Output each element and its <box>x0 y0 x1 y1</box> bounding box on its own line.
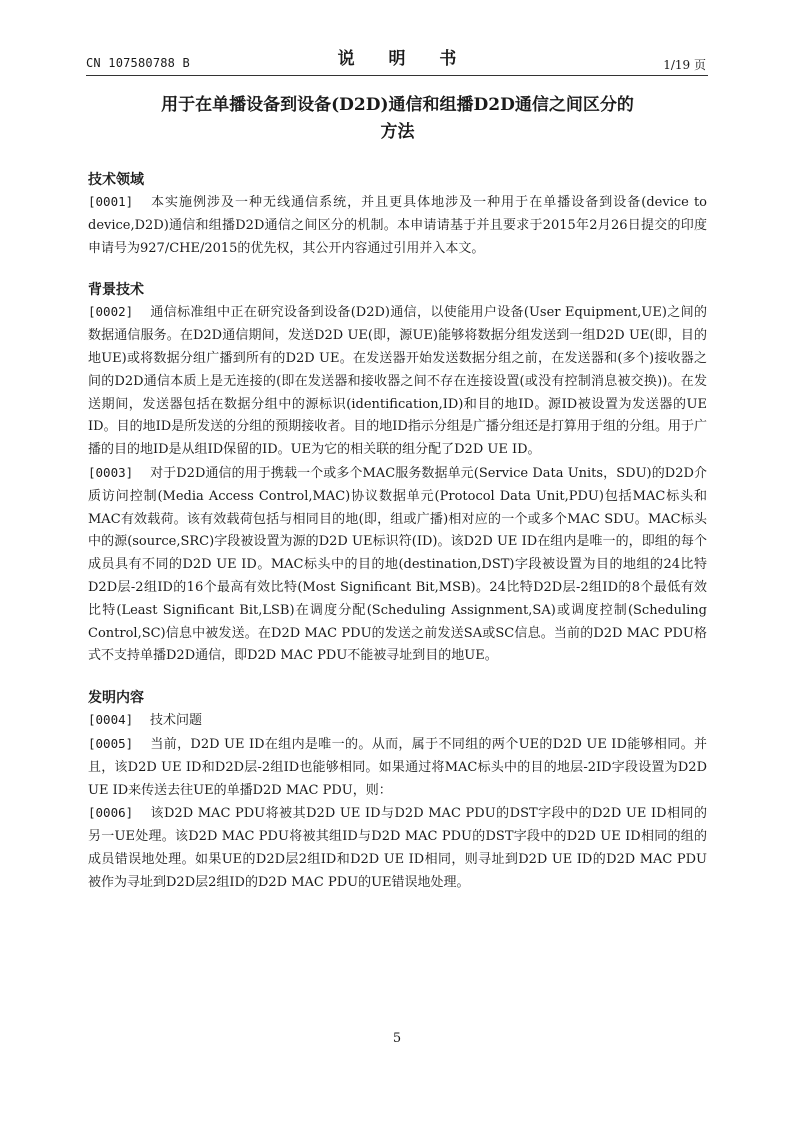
paragraph-number: [0006] <box>88 805 134 821</box>
paragraph-text: 通信标准组中正在研究设备到设备(D2D)通信，以使能用户设备(User Equipment,UE)之间的数据通信服务。在D2D通信期间，发送D2D UE(即，源UE)能够将数据分组发送到一组D2D UE(即，目的地UE)或将数据分组广播到所有的D2D UE。在发送器开始发送数据分组之前，在发送器和(多个)接收器之间的D2D通信本质上是无连接的(即在发送器和接收器之间不存在连接设置(或没有控制消息被交换))。在发送期间，发送器包括在数据分组中的源标识(identification,ID)和目的地ID。源ID被设置为发送器的UE ID。目的地ID是所发送的分组的预期接收者。目的地ID指示分组是广播分组还是打算用于组的分组。用于广播的目的地ID是从组ID保留的ID。UE为它的相关联的组分配了D2D UE ID。 <box>88 305 707 458</box>
section-heading: 技术领域 <box>88 172 144 188</box>
paragraph <box>88 301 707 462</box>
paragraph-text: 该D2D MAC PDU将被其D2D UE ID与D2D MAC PDU的DST字段中的D2D UE ID相同的另一UE处理。该D2D MAC PDU将被其组ID与D2D MAC PDU的DST字段中的D2D UE ID相同的组的成员错误地处理。如果UE的D2D层2组ID和D2D UE ID相同，则寻址到D2D UE ID的D2D MAC PDU被作为寻址到D2D层2组ID的D2D MAC PDU的UE错误地处理。 <box>88 806 707 890</box>
paragraph <box>88 802 707 894</box>
paragraph-number: [0002] <box>88 304 134 320</box>
header-divider <box>86 75 708 76</box>
page-number: 5 <box>392 1031 402 1046</box>
paragraph <box>88 733 707 802</box>
section-heading: 背景技术 <box>88 282 144 299</box>
document-number: CN 107580788 B <box>86 56 190 70</box>
section-technical-field <box>88 170 707 260</box>
document-body <box>88 92 707 895</box>
section-heading: 发明内容 <box>88 690 144 707</box>
paragraph-number: [0005] <box>88 735 134 751</box>
paragraph-text: 技术问题 <box>150 713 203 729</box>
title-line-1: 用于在单播设备到设备(D2D)通信和组播D2D通信之间区分的 <box>161 95 634 115</box>
title-line-2: 方法 <box>380 122 415 142</box>
paragraph-number: [0004] <box>88 712 134 728</box>
document-type-title: 说 明 书 <box>337 49 471 69</box>
paragraph <box>88 191 707 260</box>
paragraph <box>88 709 707 733</box>
paragraph-number: [0001] <box>88 194 134 209</box>
paragraph-number: [0003] <box>88 464 134 480</box>
paragraph-text: 当前，D2D UE ID在组内是唯一的。从而，属于不同组的两个UE的D2D UE ID能够相同。并且，该D2D UE ID和D2D层-2组ID也能够相同。如果通过将MAC标头中的目的地层-2ID字段设置为D2D UE ID来传送去往UE的单播D2D MAC PDU，则： <box>88 736 707 798</box>
page-indicator: 1/19 页 <box>663 58 706 72</box>
paragraph-text: 本实施例涉及一种无线通信系统，并且更具体地涉及一种用于在单播设备到设备(device to device,D2D)通信和组播D2D通信之间区分的机制。本申请请基于并且要求于2015年2月26日提交的印度申请号为927/CHE/2015的优先权，其公开内容通过引用并入本文。 <box>88 195 707 256</box>
section-invention-content <box>88 688 707 894</box>
paragraph <box>88 462 707 668</box>
paragraph-text: 对于D2D通信的用于携载一个或多个MAC服务数据单元(Service Data Units，SDU)的D2D介质访问控制(Media Access Control,MAC)协议数据单元(Protocol Data Unit,PDU)包括MAC标头和MAC有效载荷。该有效载荷包括与相同目的地(即，组或广播)相对应的一个或多个MAC SDU。MAC标头中的源(source,SRC)字段被设置为源的D2D UE标识符(ID)。该D2D UE ID在组内是唯一的，即组的每个成员具有不同的D2D UE ID。MAC标头中的目的地(destination,DST)字段被设置为目的地组的24比特D2D层-2组ID的16个最高有效比特(Most Significant Bit,MSB)。24比特D2D层-2组ID的8个最低有效比特(Least Significant Bit,LSB)在调度分配(Scheduling Assignment,SA)或调度控制(Scheduling Control,SC)信息中被发送。在D2D MAC PDU的发送之前发送SA或SC信息。当前的D2D MAC PDU格式不支持单播D2D通信，即D2D MAC PDU不能被寻址到目的地UE。 <box>88 465 707 664</box>
section-background <box>88 280 707 668</box>
document-title <box>88 92 707 146</box>
